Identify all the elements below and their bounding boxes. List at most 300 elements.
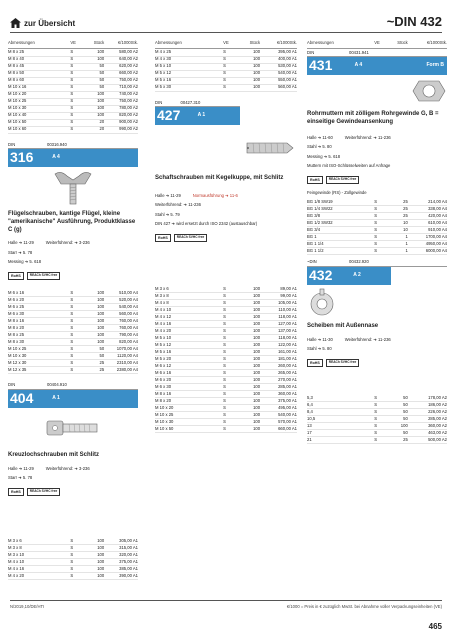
din-316-title: Flügelschrauben, kantige Flügel, kleine "amerikanische" Ausführung, Produktklasse C (g) (8, 211, 136, 233)
din-404-title: Kreuzlochschrauben mit Schlitz (8, 451, 100, 458)
table-cell: S (70, 359, 74, 365)
table-cell: M 6 x 16 (155, 369, 172, 375)
table-cell: 620,00 A2 (119, 63, 138, 69)
table-cell: 270,00 A1 (278, 376, 297, 382)
table-cell: S (223, 404, 226, 410)
table-cell: 530,00 A1 (278, 63, 297, 69)
table-cell: 25 (403, 206, 408, 212)
table-cell: M 6 x 30 (8, 310, 25, 316)
table-cell: 10 (403, 220, 408, 226)
table-cell: S (70, 70, 74, 76)
table-cell: 610,00 A4 (428, 220, 447, 226)
reach-badge: REACh SVHC free (27, 272, 60, 280)
table-cell: 100 (253, 369, 261, 375)
table-cell: 100 (253, 313, 261, 319)
table-cell: S (374, 248, 377, 254)
table-cell: M 8 x 16 (8, 317, 25, 323)
table-cell: M 4 x 16 (8, 565, 25, 571)
table-cell: 710,00 A2 (119, 84, 138, 90)
table-cell: 285,00 A2 (428, 415, 447, 421)
table-cell: 100 (97, 91, 105, 97)
table-cell: 50 (403, 401, 408, 407)
table-cell: 100 (400, 422, 408, 428)
table-cell: S (70, 572, 74, 578)
table-cell: 100 (253, 411, 261, 417)
table-cell: S (70, 289, 74, 295)
table-cell: 1070,00 A4 (116, 345, 138, 351)
table-cell: S (223, 292, 226, 298)
table-cell: 100 (253, 70, 261, 76)
rohs-badge: RoHS (155, 234, 171, 242)
table-cell: 100 (253, 334, 261, 340)
table-cell: 560,00 A1 (278, 84, 297, 90)
table-cell: 118,00 A1 (278, 334, 297, 340)
table-cell: 10 (403, 227, 408, 233)
table-cell: 560,00 A4 (119, 310, 138, 316)
table-cell: BG 1 (307, 234, 317, 240)
table-cell: 1 (405, 248, 408, 254)
table-cell: S (374, 241, 377, 247)
din-431-banner: 431 A 4 Form B (307, 57, 447, 75)
table-cell: 910,00 A4 (428, 227, 447, 233)
table-row (8, 573, 138, 580)
table-cell: 750,00 A2 (119, 98, 138, 104)
table-cell: 1 (405, 241, 408, 247)
set-screw-icon (243, 133, 297, 163)
table-cell: 360,00 A1 (278, 390, 297, 396)
reach-badge: REACh SVHC free (27, 488, 60, 496)
table-cell: 1700,00 A4 (425, 234, 447, 240)
table-row (8, 367, 138, 374)
table-cell: 100 (97, 331, 105, 337)
table-body (155, 50, 297, 92)
table-cell: 100 (253, 404, 261, 410)
table-cell: 395,00 A1 (278, 49, 297, 55)
footer-divider (10, 600, 442, 601)
table-cell: 1120,00 A4 (117, 352, 138, 358)
table-cell: M 3 x 6 (155, 285, 169, 291)
table-cell: M 4 x 10 (8, 558, 25, 564)
table-cell: M 4 x 25 (155, 49, 172, 55)
table-cell: M 8 x 30 (8, 338, 25, 344)
table-cell: S (374, 401, 377, 407)
table-cell: M 12 x 35 (8, 366, 27, 372)
table-cell: S (70, 324, 74, 330)
table-cell: S (70, 105, 74, 111)
table-cell: S (223, 390, 226, 396)
reach-badge: REACh SVHC free (326, 176, 359, 184)
table-cell: M 5 x 20 (155, 355, 172, 361)
rohs-badge: RoHS (307, 359, 323, 367)
table-cell: S (70, 558, 74, 564)
table-cell: 25 (403, 436, 408, 442)
table-cell: 100 (97, 112, 105, 118)
table-cell: M 8 x 50 (8, 70, 25, 76)
table-cell: S (70, 338, 74, 344)
table-row (307, 248, 447, 255)
table-cell: M 5 x 30 (155, 84, 172, 90)
table-cell: S (223, 355, 226, 361)
page-number: 465 (428, 622, 442, 631)
table-cell: 214,00 A4 (428, 199, 447, 205)
table-cell: M 5 x 12 (155, 70, 172, 76)
table-cell: M 10 x 25 (155, 411, 174, 417)
table-cell: S (223, 327, 226, 333)
table-cell: 100 (253, 77, 261, 83)
table-cell: 550,00 A1 (278, 77, 297, 83)
back-label: zur Übersicht (24, 18, 76, 28)
page-title: ~DIN 432 (386, 14, 442, 29)
table-cell: S (223, 49, 226, 55)
table-cell: 178,00 A2 (428, 394, 447, 400)
table-cell: 100 (253, 383, 261, 389)
column-2: Abmessungen VE Stück €/1000Stk. M 4 x 25 S 100 395,00 A1 M 4 x 30 S 100 400,00 A1 M 5 x 10 S 100 530,00 A1 M 5 x 12 S 100 540,00 A1 M 5 x 16 S 100 550,00 A1 M 5 x 30 S 100 560,00 A1 DIN 00427.310 427 A 1 Schaftschrauben mit Kegelkuppe, mit Schlitz Halle ➔ 11-29 Normausführung ➔ 11-6 Weiterführend: ➔ 11-236 Stahl ➔ 5. 79 DIN 427 ➔ wird ersetzt durch ISO 2342 (austauschbar) RoHS REACh SVHC free M 3 x 6 S 100 89,00 A1 M 3 x 8 S 100 99,00 A1 M 4 x 8 S 100 105,00 A1 M 4 x 10 S 100 110,00 A1 M 4 x 12 S 100 118,00 A1 M 4 x 16 S 100 127,00 A1 M 4 x 20 S 100 137,00 A1 M 5 x 10 S 100 118,00 A1 M 5 x 12 S 100 122,00 A1 M 5 x 16 S 100 161,00 A1 M 5 x 20 S 100 181,00 A1 M 6 x 12 S 100 260,00 A1 M 6 x 16 S 100 265,00 A1 M 6 x 20 S 100 270,00 A1 M 6 x 30 S 100 285,00 A1 M 8 x 16 S 100 360,00 A1 M 8 x 20 S 100 375,00 A1 M 10 x 20 S 100 495,00 A1 M 10 x 25 S 100 540,00 A1 M 10 x 30 S 100 570,00 A1 M 10 x 50 S 100 660,00 A1 (155, 40, 297, 433)
table-cell: 100 (253, 418, 261, 424)
table-cell: M 5 x 16 (155, 348, 172, 354)
table-cell: 495,00 A1 (278, 404, 297, 410)
table-cell: 400,00 A1 (278, 56, 297, 62)
reach-badge: REACh SVHC free (326, 359, 359, 367)
table-cell: 6,4 (307, 401, 313, 407)
table-cell: S (70, 352, 74, 358)
table-cell: 105,00 A1 (278, 299, 297, 305)
table-cell: 320,00 A1 (119, 551, 138, 557)
table-header: Abmessungen VE Stück €/1000Stk. (8, 40, 138, 49)
table-cell: S (223, 411, 226, 417)
table-cell: 305,00 A1 (119, 537, 138, 543)
table-cell: S (70, 119, 74, 125)
table-cell: 100 (253, 376, 261, 382)
table-cell: 100 (97, 558, 105, 564)
table-cell: M 10 x 30 (155, 418, 174, 424)
table-cell: S (70, 296, 74, 302)
table-cell: M 10 x 30 (8, 352, 27, 358)
table-cell: 100 (253, 56, 261, 62)
cross-hole-screw-image (8, 408, 138, 448)
table-cell: M 4 x 30 (155, 56, 172, 62)
wing-screw-icon (51, 168, 95, 206)
table-cell: 186,00 A2 (428, 401, 447, 407)
table-cell: 17 (307, 429, 312, 435)
table-cell: S (223, 313, 226, 319)
table-cell: 285,00 A1 (278, 383, 297, 389)
table-cell: 570,00 A1 (278, 418, 297, 424)
table-cell: 137,00 A1 (278, 327, 297, 333)
table-cell: S (374, 206, 377, 212)
table-cell: M 3 x 10 (8, 551, 25, 557)
table-cell: 360,00 A2 (428, 422, 447, 428)
table-cell: M 8 x 20 (155, 397, 172, 403)
footer-price-note: €/1000 = Preis in € zuzüglich MwSt. bei Abnahme voller Verpackungseinheiten (VE) (286, 604, 442, 609)
table-cell: M 10 x 20 (155, 404, 174, 410)
column-3: Abmessungen VE Stück €/1000Stk. DIN 00431.941 431 A 4 Form B Rohrmuttern mit zölligem Rohrgewinde G, B = einseitige Gewindeansenkung Halle ➔ 11-60 Weiterführend: ➔ 11-236 Stahl ➔ 5. 80 Messing ➔ 5. 618 Muttern mit ISO-Schlüsselweiten auf Anfrage RoHS REACh SVHC free Feingewinde (RS) - Zollgewinde BG 1/8 SW19 S 25 214,00 A4 BG 1/4 SW22 S 25 338,00 A4 BG 3/8 S 25 420,00 A4 BG 1/2 SW32 S 10 610,00 A4 BG 3/4 S 10 910,00 A4 BG 1 S 1 1700,00 A4 BG 1 1/4 S 1 4950,00 A4 BG 1 1/2 S 1 6000,00 A4 ~DIN 00432.920 432 A 2 Scheiben mit Außennase Halle ➔ 11-30 Weiterführend: ➔ 11-236 Stahl ➔ 5. 80 RoHS REACh SVHC free 5,3 S 50 178,00 A2 6,4 S 50 186,00 A2 8,4 S 50 226,00 A2 10,5 S 50 285,00 A2 13 S 100 360,00 A2 17 S 50 463,00 A2 21 S 25 500,00 A2 (307, 40, 447, 444)
table-cell: 118,00 A1 (278, 313, 297, 319)
table-body (307, 395, 447, 444)
table-cell: BG 3/4 (307, 227, 321, 233)
table-cell: 127,00 A1 (278, 320, 297, 326)
table-cell: M 12 x 30 (8, 359, 27, 365)
table-cell: M 5 x 10 (155, 334, 172, 340)
din-432-title: Scheiben mit Außennase (307, 322, 379, 329)
din-427-block: DIN 00427.310 427 A 1 (155, 100, 240, 126)
table-cell: 100 (253, 292, 261, 298)
table-cell: M 6 x 25 (8, 303, 25, 309)
table-body (8, 538, 138, 580)
table-cell: 6000,00 A4 (425, 248, 447, 254)
table-cell: 181,00 A1 (278, 355, 297, 361)
table-cell: 740,00 A2 (119, 91, 138, 97)
table-cell: S (374, 234, 377, 240)
table-cell: S (70, 303, 74, 309)
table-cell: S (223, 56, 226, 62)
table-cell: S (223, 285, 226, 291)
table-cell: 89,00 A1 (280, 285, 297, 291)
table-cell: 100 (97, 551, 105, 557)
table-cell: 2380,00 A4 (116, 366, 138, 372)
pipe-nut-icon (411, 77, 447, 105)
top-divider (10, 32, 442, 33)
table-cell: 100 (253, 320, 261, 326)
table-cell: S (70, 91, 74, 97)
table-cell: 50 (99, 352, 105, 358)
table-cell: M 8 x 45 (8, 63, 25, 69)
table-cell: 100 (253, 306, 261, 312)
table-cell: 99,00 A1 (280, 292, 297, 298)
table-cell: 13 (307, 422, 312, 428)
table-cell: BG 1/8 SW19 (307, 199, 333, 205)
table-cell: S (70, 98, 74, 104)
table-cell: 540,00 A4 (119, 303, 138, 309)
pipe-nut-image (307, 75, 447, 107)
table-cell: S (70, 366, 74, 372)
table-cell: S (223, 84, 226, 90)
din-431-title: Rohrmuttern mit zölligem Rohrgewinde G, B = einseitige Gewindeansenkung (307, 111, 439, 125)
table-cell: M 5 x 16 (155, 77, 172, 83)
table-body (8, 50, 138, 134)
reach-badge: REACh SVHC free (174, 234, 207, 242)
table-cell: S (223, 70, 226, 76)
table-cell: 820,00 A4 (119, 338, 138, 344)
table-cell: S (70, 56, 74, 62)
table-cell: 540,00 A1 (278, 411, 297, 417)
table-cell: 375,00 A1 (119, 558, 138, 564)
table-cell: 100 (97, 105, 105, 111)
table-cell: 5,3 (307, 394, 313, 400)
table-cell: M 10 x 30 (8, 105, 27, 111)
table-cell: S (70, 537, 74, 543)
table-cell: M 8 x 40 (8, 56, 25, 62)
table-cell: M 8 x 16 (155, 390, 172, 396)
table-cell: M 4 x 20 (8, 572, 25, 578)
table-cell: 100 (253, 49, 261, 55)
table-cell: 100 (253, 63, 261, 69)
table-cell: 50 (99, 77, 105, 83)
table-cell: 110,00 A1 (278, 306, 297, 312)
table-cell: M 10 x 25 (8, 345, 27, 351)
table-cell: S (223, 376, 226, 382)
table-cell: 100 (97, 537, 105, 543)
table-cell: S (223, 348, 226, 354)
din-404-block: DIN 00404.910 404 A 1 Kreuzlochschrauben mit Schlitz Halle ➔ 11-29 Weiterführend: ➔ 3-236 Starr ➔ 5. 78 RoHS REACh SVHC free (8, 382, 138, 496)
table-cell: S (374, 199, 377, 205)
table-cell: 100 (97, 324, 105, 330)
table-cell: BG 1/2 SW32 (307, 220, 333, 226)
din-432-block: ~DIN 00432.920 432 A 2 Scheiben mit Außennase Halle ➔ 11-30 Weiterführend: ➔ 11-236 Stahl ➔ 5. 80 RoHS REACh SVHC free (307, 259, 447, 367)
table-cell: 385,00 A1 (119, 565, 138, 571)
table-body (307, 199, 447, 255)
table-cell: 510,00 A4 (119, 289, 138, 295)
table-body (8, 290, 138, 374)
table-cell: S (223, 299, 226, 305)
table-cell: S (70, 112, 74, 118)
washer-image (307, 285, 447, 319)
table-cell: 50 (403, 408, 408, 414)
table-cell: M 8 x 20 (8, 324, 25, 330)
table-row (307, 437, 447, 444)
table-cell: 100 (253, 299, 261, 305)
table-cell: 100 (97, 572, 105, 578)
table-cell: 100 (253, 362, 261, 368)
table-row (155, 85, 297, 92)
table-cell: 100 (253, 397, 261, 403)
table-cell: M 3 x 8 (155, 292, 169, 298)
table-cell: S (70, 345, 74, 351)
footer-code: N/2019,10/DE/HTI (10, 604, 45, 609)
table-cell: 520,00 A4 (119, 296, 138, 302)
table-cell: 100 (253, 425, 261, 431)
table-header: Abmessungen VE Stück €/1000Stk. (155, 40, 297, 49)
table-cell: 100 (253, 285, 261, 291)
column-1 (8, 40, 138, 580)
table-cell: 100 (97, 565, 105, 571)
table-cell: S (70, 310, 74, 316)
table-cell: M 3 x 6 (8, 537, 22, 543)
table-cell: 100 (97, 49, 105, 55)
set-screw-image (155, 125, 297, 171)
table-cell: S (223, 397, 226, 403)
table-cell: M 10 x 50 (155, 425, 174, 431)
table-cell: S (70, 84, 74, 90)
table-cell: BG 1 1/2 (307, 248, 324, 254)
table-cell: M 6 x 20 (8, 296, 25, 302)
rohs-badge: RoHS (307, 176, 323, 184)
table-cell: 100 (253, 390, 261, 396)
washer-icon (307, 287, 337, 317)
table-header: Abmessungen VE Stück €/1000Stk. (307, 40, 447, 49)
din-316-banner: 316 A 4 (8, 149, 138, 167)
table-cell: 25 (403, 199, 408, 205)
table-cell: 100 (97, 98, 105, 104)
table-cell: 100 (97, 56, 105, 62)
table-cell: 900,00 A2 (119, 119, 138, 125)
table-cell: 20 (99, 119, 105, 125)
table-cell: S (374, 213, 377, 219)
table-cell: 25 (99, 366, 105, 372)
table-cell: M 6 x 16 (8, 289, 25, 295)
table-cell: S (223, 425, 226, 431)
table-cell: M 10 x 25 (8, 98, 27, 104)
table-cell: 260,00 A1 (278, 362, 297, 368)
table-cell: 375,00 A1 (278, 397, 297, 403)
table-cell: 780,00 A2 (119, 105, 138, 111)
table-cell: S (223, 63, 226, 69)
table-cell: S (70, 551, 74, 557)
table-cell: 315,00 A1 (119, 544, 138, 550)
table-cell: 100 (97, 289, 105, 295)
table-cell: S (223, 369, 226, 375)
table-cell: S (70, 331, 74, 337)
din-404-banner: 404 A 1 (8, 390, 138, 408)
rohs-badge: RoHS (8, 272, 24, 280)
table-cell: 4950,00 A4 (425, 241, 447, 247)
table-cell: 100 (253, 341, 261, 347)
table-cell: 2310,00 A4 (116, 359, 138, 365)
table-cell: 640,00 A2 (119, 56, 138, 62)
table-cell: 760,00 A4 (119, 317, 138, 323)
din-316-block: DIN 00316.940 316 A 4 Flügelschrauben, kantige Flügel, kleine "amerikanische" Ausführung, Produktklasse C (g) Halle ➔ 11-29 Weiterführend: ➔ 3-236 Starr ➔ 5. 78 Messing ➔ 5. 618 RoHS REACh SVHC free (8, 142, 138, 281)
table-cell: S (70, 49, 74, 55)
table-cell: S (374, 429, 377, 435)
table-cell: M 5 x 10 (155, 63, 172, 69)
table-cell: 750,00 A2 (119, 77, 138, 83)
table-cell: S (374, 408, 377, 414)
table-cell: 790,00 A4 (119, 331, 138, 337)
table-cell: 50 (403, 415, 408, 421)
table-cell: S (223, 362, 226, 368)
table-cell: BG 3/8 (307, 213, 321, 219)
table-cell: 100 (97, 303, 105, 309)
rohs-badge: RoHS (8, 488, 24, 496)
table-cell: S (374, 394, 377, 400)
table-cell: M 4 x 16 (155, 320, 172, 326)
table-cell: 20 (99, 126, 105, 132)
table-cell: S (374, 415, 377, 421)
table-cell: 10,5 (307, 415, 316, 421)
table-cell: 122,00 A1 (278, 341, 297, 347)
table-cell: M 8 x 60 (8, 77, 25, 83)
table-cell: M 5 x 12 (155, 341, 172, 347)
table-cell: 8,4 (307, 408, 313, 414)
table-cell: M 10 x 40 (8, 112, 27, 118)
table-cell: S (70, 126, 74, 132)
table-cell: S (223, 383, 226, 389)
table-cell: BG 1 1/4 (307, 241, 324, 247)
table-cell: 265,00 A1 (278, 369, 297, 375)
table-row (8, 127, 138, 134)
table-cell: 100 (97, 544, 105, 550)
table-cell: 1 (405, 234, 408, 240)
table-cell: 50 (99, 84, 105, 90)
table-cell: S (374, 436, 377, 442)
table-cell: 100 (97, 296, 105, 302)
table-cell: BG 1/4 SW22 (307, 206, 333, 212)
table-cell: M 8 x 25 (8, 331, 25, 337)
table-body (155, 286, 297, 433)
din-432-banner: 432 A 2 (307, 267, 391, 285)
back-to-overview-link[interactable] (10, 18, 75, 28)
table-cell: S (70, 317, 74, 323)
table-cell: 50 (99, 63, 105, 69)
table-cell: 100 (97, 338, 105, 344)
table-cell: S (374, 422, 377, 428)
wing-screw-image (8, 167, 138, 207)
table-cell: S (223, 77, 226, 83)
table-cell: 25 (403, 213, 408, 219)
table-cell: 580,00 A2 (119, 49, 138, 55)
table-cell: 100 (97, 317, 105, 323)
table-cell: 100 (253, 348, 261, 354)
table-cell: 820,00 A2 (119, 112, 138, 118)
